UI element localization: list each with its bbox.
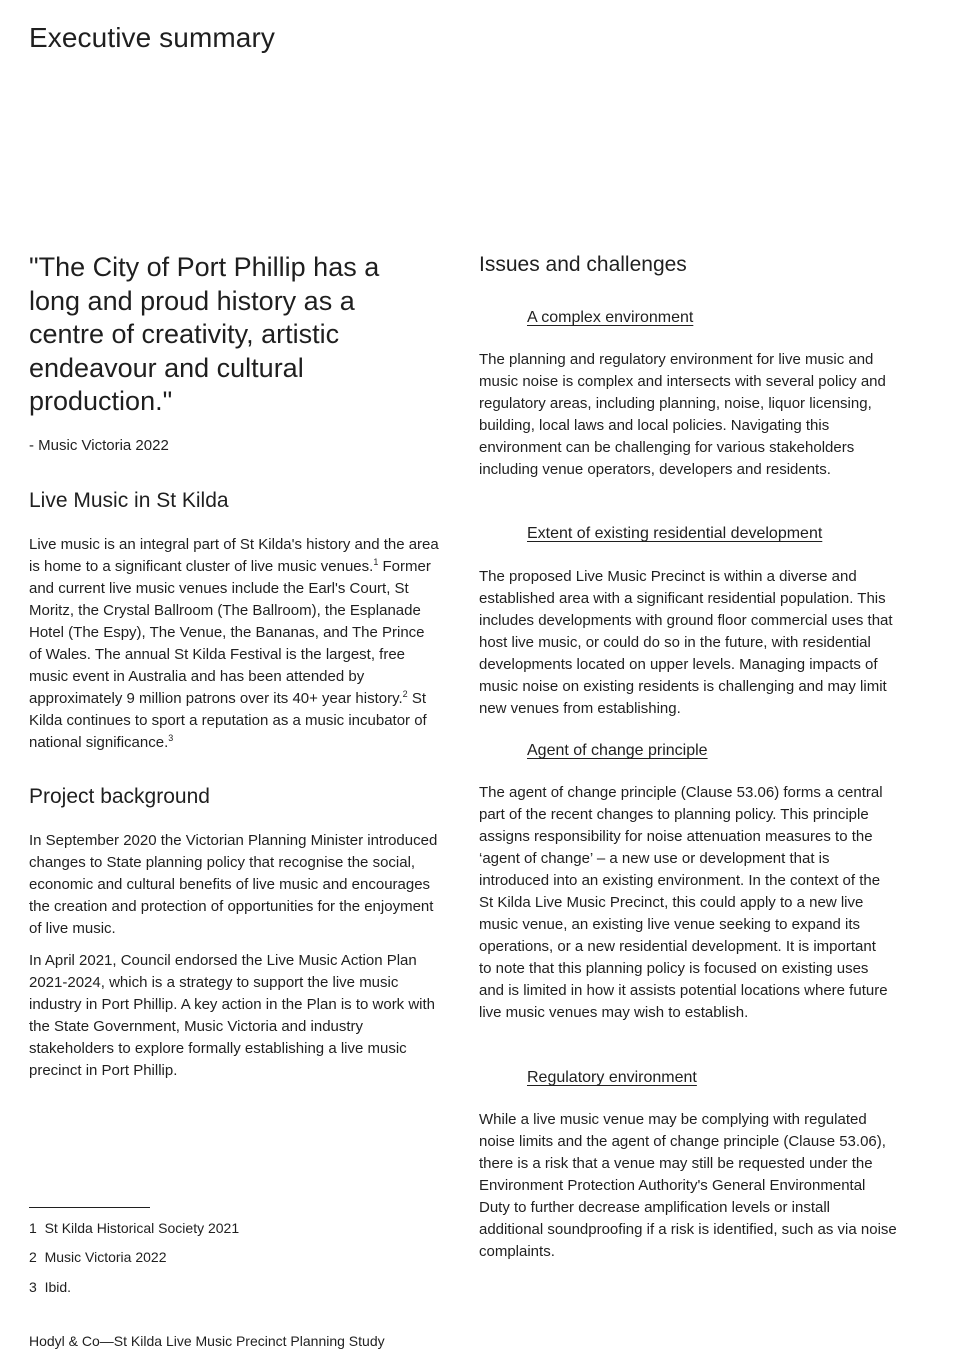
pull-quote: "The City of Port Phillip has a long and proud history as a centre of creativity, artistic endeavour and cultural production." — [29, 252, 380, 416]
footnote-text: Music Victoria 2022 — [44, 1249, 167, 1265]
footnote-ref-3: 3 — [168, 733, 174, 743]
section-title-residential-development: Extent of existing residential development — [527, 525, 823, 542]
footnote-number: 2 — [29, 1249, 37, 1265]
footnote-number: 1 — [29, 1220, 37, 1236]
section-body-residential-development: The proposed Live Music Precinct is within a diverse and established area with a significant residential population. This includes developments with ground floor commercial uses that host live music, or could do so in the future, with residential developments located on upper levels. Managing impacts of music noise on existing residents is challenging and may limit new venues from establishing. — [479, 568, 893, 717]
project-background-paragraph-2: In April 2021, Council endorsed the Live Music Action Plan 2021-2024, which is a strategy to support the live music industry in Port Phillip. A key action in the Plan is to work with the State Government, Music Victoria and industry stakeholders to explore formally establishing a live music precinct in Port Phillip. — [29, 952, 436, 1079]
footnote-ref-1: 1 — [373, 557, 379, 567]
live-music-text-c: St Kilda continues to sport a reputation as a music incubator of national significance. — [29, 690, 427, 751]
section-body-regulatory-environment: While a live music venue may be complying with regulated noise limits and the agent of change principle (Clause 53.06), there is a risk that a venue may still be requested under the Environment Protection Authority's General Environmental Duty to further decrease amplification levels or install additional soundproofing if a risk is identified, such as via noise complaints. — [479, 1111, 897, 1260]
footnote-2 — [29, 1249, 167, 1265]
section-title-agent-of-change: Agent of change principle — [527, 742, 708, 759]
page-footer: Hodyl & Co—St Kilda Live Music Precinct Planning Study — [29, 1333, 385, 1349]
page-title: Executive summary — [29, 22, 275, 53]
section-title-regulatory-environment: Regulatory environment — [527, 1069, 697, 1086]
live-music-paragraph — [29, 534, 441, 754]
footnote-1 — [29, 1220, 239, 1236]
section-body-complex-environment: The planning and regulatory environment for live music and music noise is complex and intersects with several policy and regulatory areas, including planning, noise, liquor licensing, building, local laws and local policies. Navigating this environment can be challenging for various stakeholders including venue operators, developers and residents. — [479, 351, 886, 478]
footnote-text: St Kilda Historical Society 2021 — [44, 1220, 240, 1236]
live-music-text-b: Former and current live music venues include the Earl's Court, St Moritz, the Crystal Ballroom (The Ballroom), the Esplanade Hotel (The Espy), The Venue, the Bananas, and The Prince of Wales. The annual St Kilda Festival is the largest, free music event in Australia and has been attended by approximately 9 million patrons over its 40+ year history. — [29, 558, 431, 707]
project-background-paragraph-1: In September 2020 the Victorian Planning Minister introduced changes to State planning policy that recognise the social, economic and cultural benefits of live music and encourages the creation and protection of opportunities for the enjoyment of live music. — [29, 832, 438, 937]
section-body-agent-of-change: The agent of change principle (Clause 53.06) forms a central part of the recent changes to planning policy. This principle assigns responsibility for noise attenuation measures to the ‘agent of change’ – a new use or development that is introduced into an existing environment. In the context of the St Kilda Live Music Precinct, this could apply to a new live music venue, an existing live venue seeking to expand its operations, or a new residential development. It is important to note that this planning policy is focused on existing uses and is limited in how it assists potential locations where future live music venues may wish to establish. — [479, 784, 888, 1021]
section-title-complex-environment: A complex environment — [527, 309, 694, 326]
footnote-text: Ibid. — [44, 1279, 72, 1295]
quote-attribution: - Music Victoria 2022 — [29, 437, 169, 454]
footnote-ref-2: 2 — [402, 689, 408, 699]
footnote-number: 3 — [29, 1279, 37, 1295]
footnote-divider — [29, 1207, 150, 1208]
footnote-3 — [29, 1279, 71, 1295]
project-background-heading: Project background — [29, 785, 210, 808]
live-music-text-a: Live music is an integral part of St Kilda's history and the area is home to a significant cluster of live music venues. — [29, 536, 439, 575]
issues-heading: Issues and challenges — [479, 253, 687, 276]
live-music-heading: Live Music in St Kilda — [29, 489, 229, 512]
